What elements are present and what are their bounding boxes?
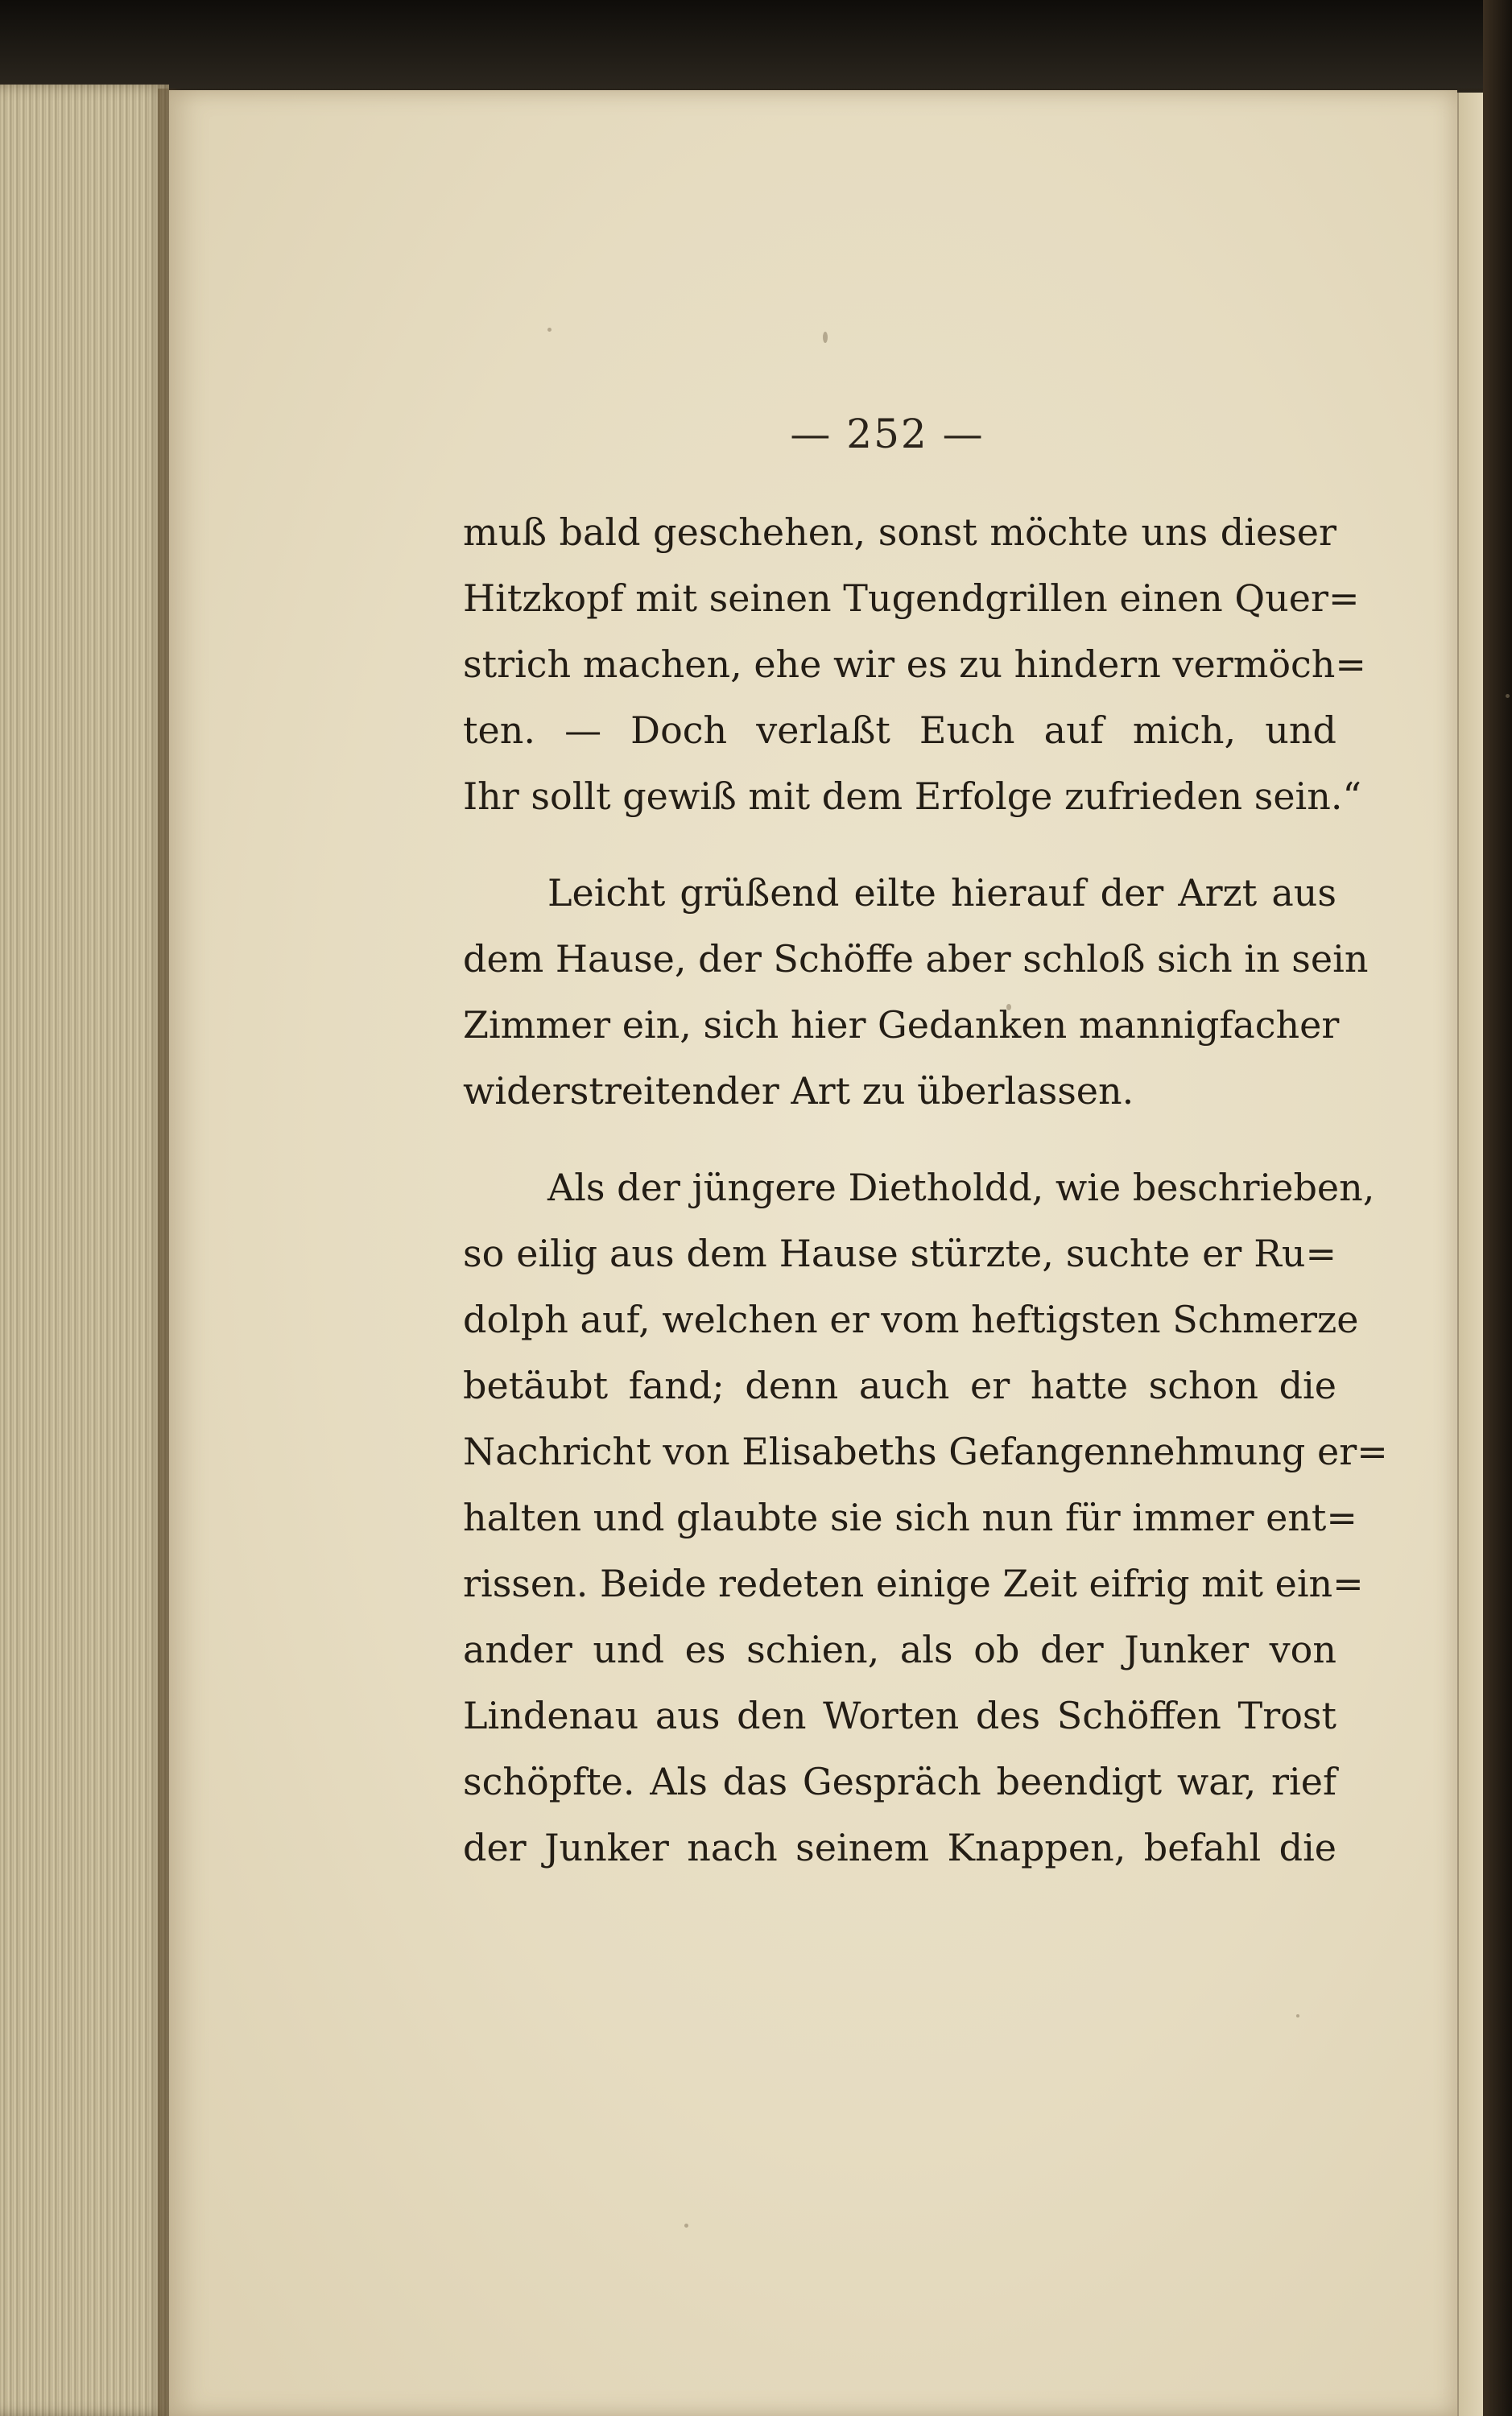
text-line: ten. — Doch verlaßt Euch auf mich, und bbox=[463, 708, 1336, 752]
text-line: ander und es schien, als ob der Junker von bbox=[463, 1628, 1336, 1671]
book-cover-top bbox=[0, 0, 1512, 89]
text-line: betäubt fand; denn auch er hatte schon die bbox=[463, 1364, 1336, 1407]
paragraph bbox=[463, 860, 1369, 1124]
book-cover-right bbox=[1483, 0, 1512, 2416]
paper-speck bbox=[823, 332, 828, 343]
text-line: strich machen, ehe wir es zu hindern vermöch= bbox=[463, 642, 1366, 686]
text-line: Als der jüngere Dietholdd, wie beschrieben, bbox=[547, 1166, 1375, 1209]
text-line: der Junker nach seinem Knappen, befahl die bbox=[463, 1826, 1336, 1869]
text-line: halten und glaubte sie sich nun für immer ent= bbox=[463, 1496, 1357, 1539]
text-line: Zimmer ein, sich hier Gedanken mannigfacher bbox=[463, 1003, 1340, 1047]
text-line: Hitzkopf mit seinen Tugendgrillen einen Quer= bbox=[463, 576, 1360, 620]
text-line: so eilig aus dem Hause stürzte, suchte er Ru= bbox=[463, 1232, 1336, 1275]
paper-speck bbox=[1506, 694, 1510, 698]
text-line: dolph auf, welchen er vom heftigsten Schmerze bbox=[463, 1298, 1359, 1341]
text-line: dem Hause, der Schöffe aber schloß sich in sein bbox=[463, 937, 1369, 981]
paragraph bbox=[463, 1154, 1388, 1881]
text-line: muß bald geschehen, sonst möchte uns dieser bbox=[463, 510, 1336, 554]
body-text bbox=[463, 499, 1388, 1881]
text-line: widerstreitender Art zu überlassen. bbox=[463, 1069, 1134, 1113]
page-number: — 252 — bbox=[790, 411, 985, 457]
paragraph bbox=[463, 499, 1366, 829]
text-line: schöpfte. Als das Gespräch beendigt war, rief bbox=[463, 1760, 1336, 1803]
text-line: Lindenau aus den Worten des Schöffen Trost bbox=[463, 1694, 1336, 1737]
text-line: Leicht grüßend eilte hierauf der Arzt aus bbox=[547, 871, 1336, 915]
text-line: Nachricht von Elisabeths Gefangennehmung er= bbox=[463, 1430, 1388, 1473]
page-block-edge bbox=[0, 85, 169, 2416]
text-line: rissen. Beide redeten einige Zeit eifrig mit ein= bbox=[463, 1562, 1364, 1605]
paper-speck bbox=[1296, 2014, 1299, 2017]
paper-speck bbox=[684, 2224, 688, 2228]
facing-page-edge bbox=[1457, 93, 1486, 2416]
paper-speck bbox=[547, 328, 552, 332]
text-line: Ihr sollt gewiß mit dem Erfolge zufrieden sein.“ bbox=[463, 774, 1362, 818]
